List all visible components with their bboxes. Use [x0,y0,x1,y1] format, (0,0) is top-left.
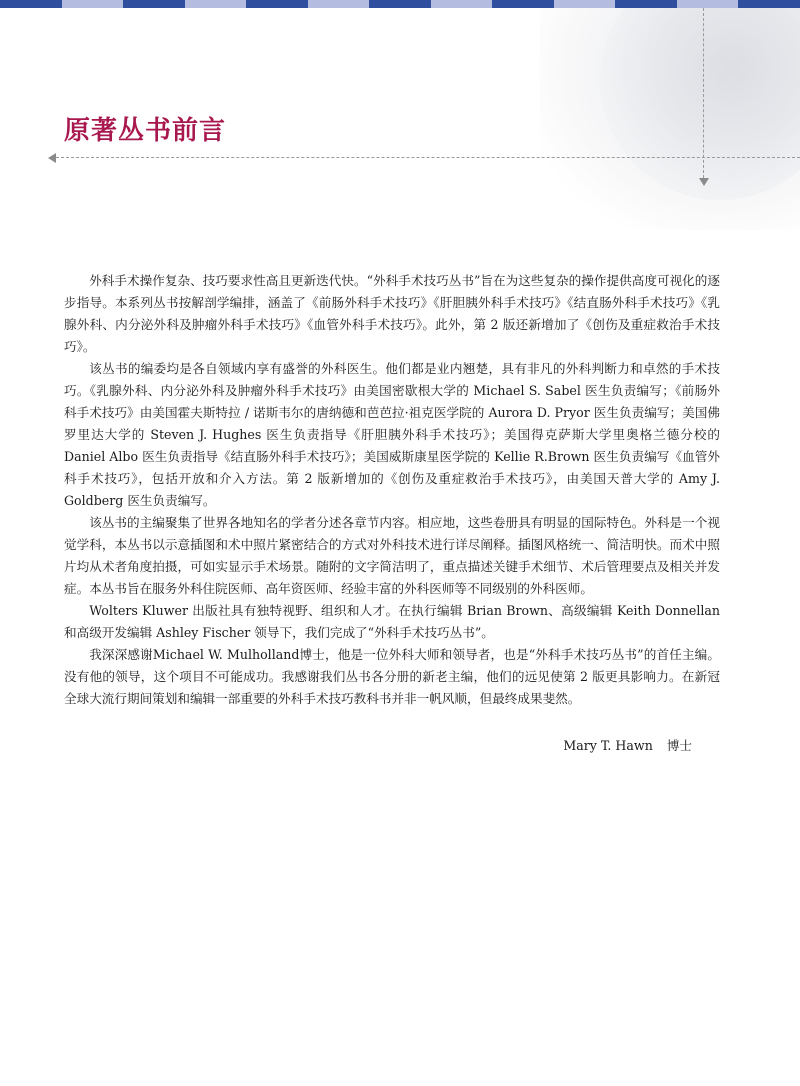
paragraph-2: 该丛书的编委均是各自领域内享有盛誉的外科医生。他们都是业内翘楚，具有非凡的外科判断力和卓然的手术技巧。《乳腺外科、内分泌外科及肿瘤外科手术技巧》由美国密歇根大学的 Michael S. Sabel 医生负责编写；《前肠外科手术技巧》由美国霍夫斯特拉 / 诺斯韦尔的唐纳德和芭芭拉·祖克医学院的 Aurora D. Pryor 医生负责编写；美国佛罗里达大学的 Steven J. Hughes 医生负责指导《肝胆胰外科手术技巧》；美国得克萨斯大学里奥格兰德分校的 Daniel Albo 医生负责指导《结直肠外科手术技巧》；美国威斯康星医学院的 Kellie R.Brown 医生负责编写《血管外科手术技巧》，包括开放和介入方法。第 2 版新增加的《创伤及重症救治手术技巧》，由美国天普大学的 Amy J. Goldberg 医生负责编写。 [64,361,720,508]
paragraph-5: 我深深感谢Michael W. Mulholland博士，他是一位外科大师和领导者，也是“外科手术技巧丛书”的首任主编。没有他的领导，这个项目不可能成功。我感谢我们丛书各分册的新老主编，他们的远见使第 2 版更具影响力。在新冠全球大流行期间策划和编辑一部重要的外科手术技巧教科书并非一帆风顺，但最终成果斐然。 [64,647,720,706]
horizontal-guide-line [56,157,800,158]
paragraph-3: 该丛书的主编聚集了世界各地知名的学者分述各章节内容。相应地，这些卷册具有明显的国际特色。外科是一个视觉学科，本丛书以示意插图和术中照片紧密结合的方式对外科技术进行详尽阐释。插图风格统一、简洁明快。而术中照片均从术者角度拍摄，可如实显示手术场景。随附的文字简洁明了，重点描述关键手术细节、术后管理要点及相关并发症。本丛书旨在服务外科住院医师、高年资医师、经验丰富的外科医师等不同级别的外科医师。 [64,515,720,596]
strip-segment [554,0,616,8]
paragraph-4: Wolters Kluwer 出版社具有独特视野、组织和人才。在执行编辑 Brian Brown、高级编辑 Keith Donnellan 和高级开发编辑 Ashley Fischer 领导下，我们完成了“外科手术技巧丛书”。 [64,603,720,640]
left-arrow-icon [48,153,56,163]
strip-segment [308,0,370,8]
strip-segment [492,0,554,8]
down-arrow-icon [699,178,709,186]
preface-body [64,270,720,710]
signature-title: 博士 [666,738,692,753]
strip-segment [431,0,493,8]
top-color-strip [0,0,800,8]
strip-segment [369,0,431,8]
strip-segment [0,0,62,8]
paragraph-1: 外科手术操作复杂、技巧要求性高且更新迭代快。“外科手术技巧丛书”旨在为这些复杂的操作提供高度可视化的逐步指导。本系列丛书按解剖学编排，涵盖了《前肠外科手术技巧》《肝胆胰外科手术技巧》《结直肠外科手术技巧》《乳腺外科、内分泌外科及肿瘤外科手术技巧》《血管外科手术技巧》。此外，第 2 版还新增加了《创伤及重症救治手术技巧》。 [64,273,720,354]
strip-segment [677,0,739,8]
strip-segment [62,0,124,8]
signature-name: Mary T. Hawn [563,738,653,753]
strip-segment [123,0,185,8]
page-title: 原著丛书前言 [64,116,227,146]
strip-segment [615,0,677,8]
strip-segment [246,0,308,8]
strip-segment [738,0,800,8]
signature [420,735,692,754]
strip-segment [185,0,247,8]
vertical-guide-line [703,8,704,178]
